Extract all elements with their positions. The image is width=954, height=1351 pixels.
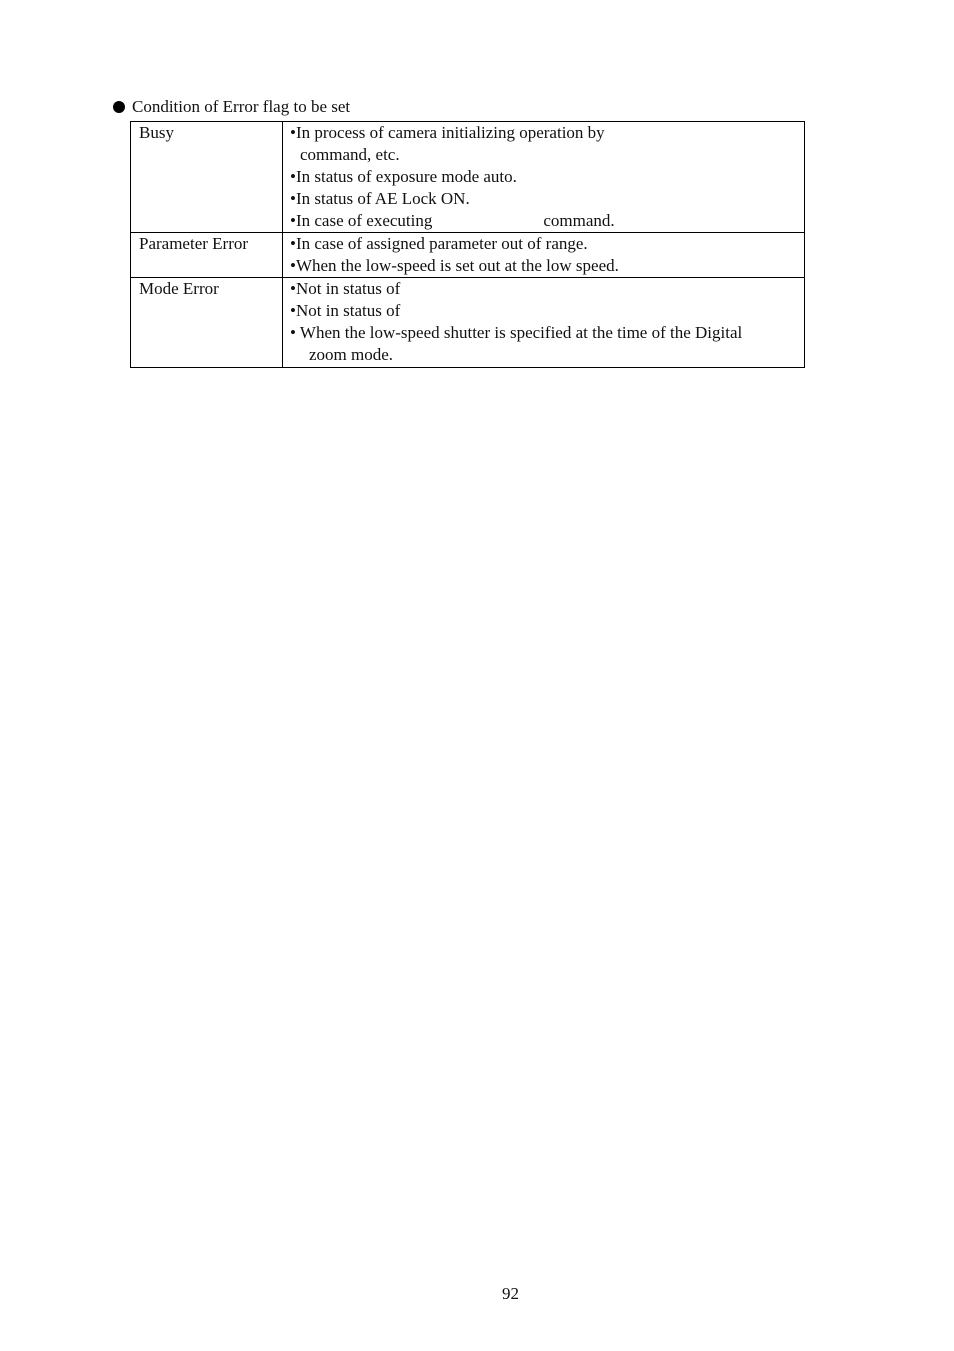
page-number: 92: [502, 1284, 519, 1303]
row-description: [283, 278, 805, 368]
desc-line: zoom mode.: [309, 345, 394, 364]
table-row-parameter-error: [131, 233, 805, 278]
desc-line: •In process of camera initializing operation by: [290, 123, 605, 142]
desc-line: •In status of exposure mode auto.: [290, 167, 517, 186]
heading-text: Condition of Error flag to be set: [132, 97, 351, 116]
row-description: [283, 233, 805, 278]
desc-line: •Not in status of: [290, 279, 401, 298]
desc-line-part: command.: [543, 211, 615, 230]
desc-line: •In case of assigned parameter out of range.: [290, 234, 588, 253]
desc-line-part: •In case of executing: [290, 211, 433, 230]
row-description: [283, 122, 805, 233]
desc-line: [290, 210, 800, 232]
row-label: Busy: [131, 122, 283, 233]
desc-line: • When the low-speed shutter is specified at the time of the Digital: [290, 323, 743, 342]
desc-line: •When the low-speed is set out at the low speed.: [290, 256, 619, 275]
row-label: Mode Error: [131, 278, 283, 368]
row-label: Parameter Error: [131, 233, 283, 278]
bullet-icon: [113, 101, 125, 113]
section-heading: [113, 96, 350, 118]
desc-line: command, etc.: [300, 145, 400, 164]
table-row-mode-error: [131, 278, 805, 368]
desc-line: •Not in status of: [290, 301, 401, 320]
error-flag-table: [130, 121, 805, 368]
desc-line: •In status of AE Lock ON.: [290, 189, 470, 208]
table-row-busy: [131, 122, 805, 233]
